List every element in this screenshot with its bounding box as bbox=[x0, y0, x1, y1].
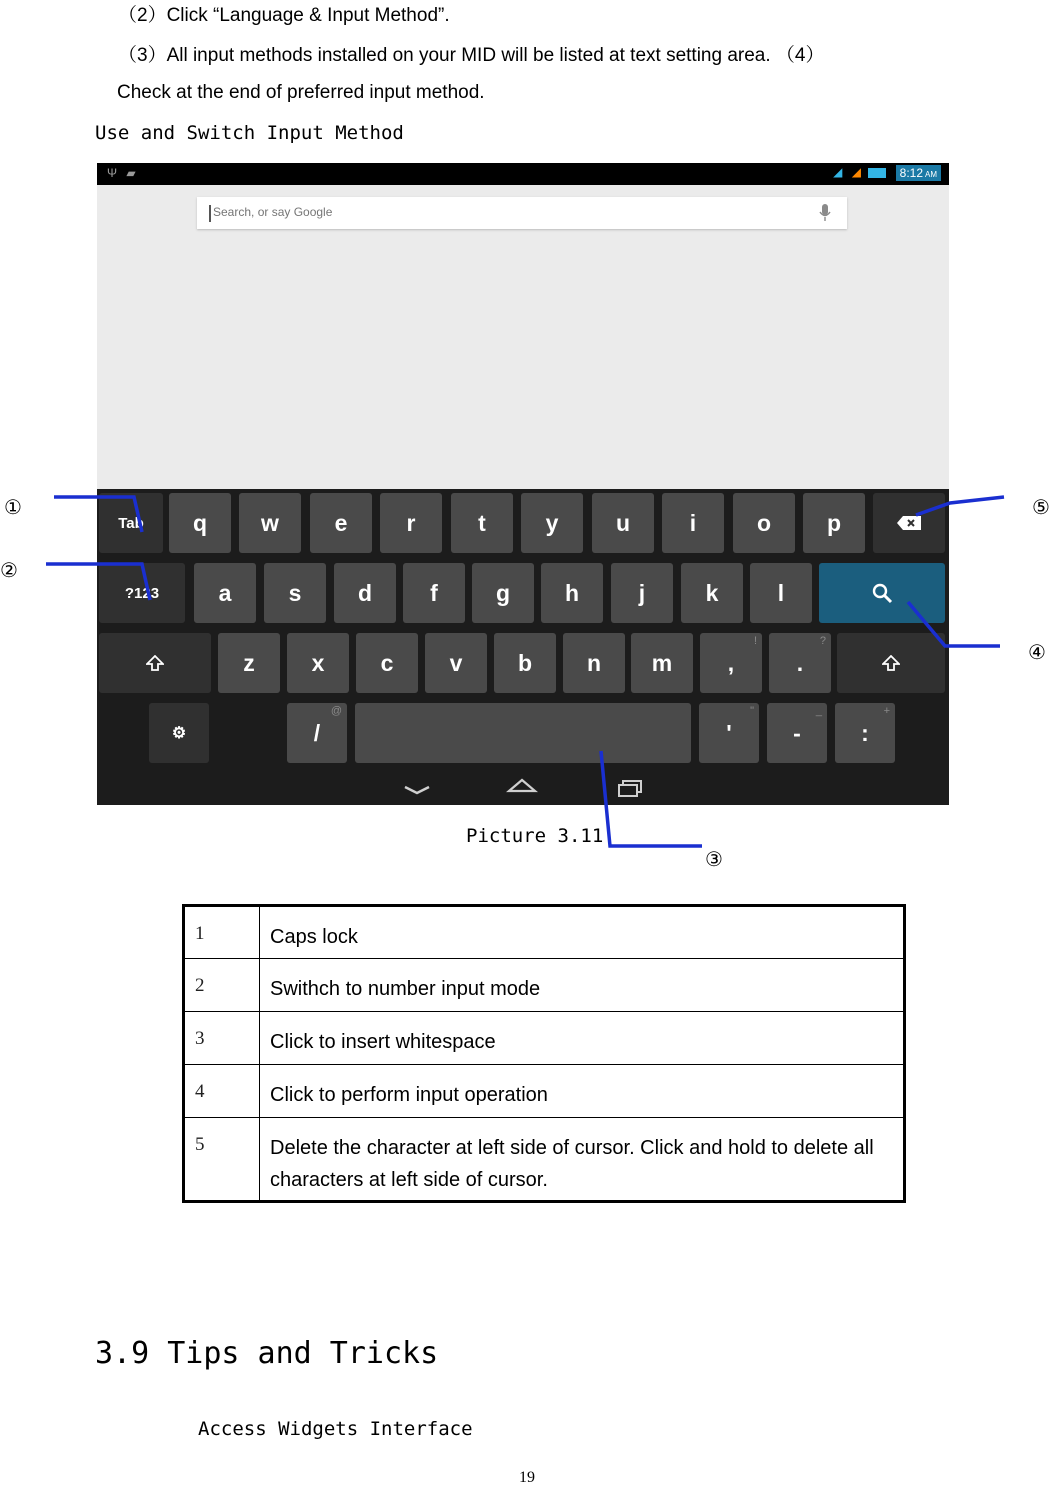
key-slash[interactable] bbox=[287, 703, 347, 763]
callout-1: ① bbox=[4, 495, 22, 519]
key-s[interactable]: s bbox=[264, 563, 326, 623]
table-row-description: Caps lock bbox=[260, 906, 905, 959]
key-shift-right[interactable] bbox=[837, 633, 945, 693]
key-delete[interactable] bbox=[873, 493, 945, 553]
microphone-icon[interactable] bbox=[819, 203, 831, 223]
table-row bbox=[184, 906, 905, 959]
key-colon-label: : bbox=[861, 719, 869, 746]
section-subheading: Access Widgets Interface bbox=[198, 1418, 473, 1440]
wifi-signal-icon: ◢ bbox=[833, 165, 843, 180]
shift-icon bbox=[146, 655, 164, 671]
backspace-icon bbox=[896, 515, 922, 531]
key-shift-left[interactable] bbox=[99, 633, 211, 693]
key-l[interactable]: l bbox=[750, 563, 812, 623]
tablet-screenshot bbox=[97, 163, 949, 805]
google-search-bar[interactable] bbox=[197, 197, 847, 229]
key-slash-label: / bbox=[313, 719, 321, 746]
table-row-number: 5 bbox=[184, 1118, 260, 1202]
navigation-bar bbox=[97, 767, 949, 805]
key-m[interactable]: m bbox=[631, 633, 693, 693]
notification-icons bbox=[107, 166, 136, 180]
key-c[interactable]: c bbox=[356, 633, 418, 693]
debug-icon: ▰ bbox=[126, 166, 136, 180]
key-y[interactable]: y bbox=[521, 493, 583, 553]
key-r[interactable]: r bbox=[380, 493, 442, 553]
key-h[interactable]: h bbox=[541, 563, 603, 623]
shift-icon bbox=[882, 655, 900, 671]
key-apostrophe[interactable] bbox=[699, 703, 759, 763]
key-apostrophe-label: ' bbox=[726, 719, 732, 746]
key-search[interactable] bbox=[819, 563, 945, 623]
key-o[interactable]: o bbox=[733, 493, 795, 553]
key-t[interactable]: t bbox=[451, 493, 513, 553]
key-x[interactable]: x bbox=[287, 633, 349, 693]
search-icon bbox=[871, 582, 893, 604]
page-number: 19 bbox=[519, 1469, 535, 1486]
table-row-description: Click to insert whitespace bbox=[260, 1012, 905, 1065]
key-p[interactable]: p bbox=[803, 493, 865, 553]
status-bar bbox=[97, 163, 949, 185]
table-row-number: 1 bbox=[184, 906, 260, 959]
key-tab[interactable]: Tab bbox=[99, 493, 163, 553]
key-comma-hint: ! bbox=[753, 635, 757, 647]
callout-4: ④ bbox=[1028, 640, 1046, 664]
section-heading: 3.9 Tips and Tricks bbox=[95, 1336, 439, 1371]
figure-caption: Picture 3.11 bbox=[466, 825, 604, 847]
home-icon bbox=[509, 780, 535, 791]
key-colon-hint: + bbox=[883, 705, 890, 717]
key-f[interactable]: f bbox=[403, 563, 465, 623]
battery-icon bbox=[868, 168, 886, 178]
step-4-text: Check at the end of preferred input method. bbox=[117, 82, 485, 103]
key-b[interactable]: b bbox=[494, 633, 556, 693]
key-settings[interactable] bbox=[149, 703, 209, 763]
key-dash-label: - bbox=[793, 719, 801, 746]
hide-keyboard-icon bbox=[405, 787, 429, 793]
callout-5: ⑤ bbox=[1032, 495, 1050, 519]
table-row-number: 4 bbox=[184, 1065, 260, 1118]
key-g[interactable]: g bbox=[472, 563, 534, 623]
table-row bbox=[184, 1118, 905, 1202]
key-apostrophe-hint: " bbox=[750, 705, 754, 717]
key-w[interactable]: w bbox=[239, 493, 301, 553]
section-label: Use and Switch Input Method bbox=[95, 122, 404, 144]
usb-icon: Ψ bbox=[107, 166, 118, 180]
key-comma[interactable] bbox=[700, 633, 762, 693]
key-colon[interactable] bbox=[835, 703, 895, 763]
table-row-number: 3 bbox=[184, 1012, 260, 1065]
step-2-text: （2）Click “Language & Input Method”. bbox=[118, 5, 450, 26]
key-a[interactable]: a bbox=[194, 563, 256, 623]
key-dash-hint: _ bbox=[815, 705, 822, 717]
cell-signal-icon: ◢ bbox=[851, 165, 861, 180]
key-period[interactable] bbox=[769, 633, 831, 693]
key-q[interactable]: q bbox=[169, 493, 231, 553]
table-row-number: 2 bbox=[184, 959, 260, 1012]
key-period-label: . bbox=[796, 649, 804, 676]
status-clock: 8:12 AM bbox=[896, 165, 941, 181]
key-number-mode[interactable]: ?123 bbox=[99, 563, 185, 623]
search-input[interactable] bbox=[213, 205, 773, 219]
key-i[interactable]: i bbox=[662, 493, 724, 553]
key-space[interactable] bbox=[355, 703, 691, 763]
table-row bbox=[184, 1065, 905, 1118]
key-period-hint: ? bbox=[819, 635, 826, 647]
settings-icon: ⚙ bbox=[171, 725, 187, 742]
key-v[interactable]: v bbox=[425, 633, 487, 693]
step-3-text: （3）All input methods installed on your MID will be listed at text setting area. （4） bbox=[118, 45, 825, 66]
key-u[interactable]: u bbox=[592, 493, 654, 553]
table-row bbox=[184, 1012, 905, 1065]
key-e[interactable]: e bbox=[310, 493, 372, 553]
key-comma-label: , bbox=[727, 649, 735, 676]
key-dash[interactable] bbox=[767, 703, 827, 763]
table-row-description: Delete the character at left side of cursor. Click and hold to delete all characters at left side of cursor. bbox=[260, 1118, 905, 1202]
key-n[interactable]: n bbox=[563, 633, 625, 693]
table-row-description: Swithch to number input mode bbox=[260, 959, 905, 1012]
key-slash-hint: @ bbox=[330, 705, 342, 717]
recent-apps-icon bbox=[619, 781, 641, 796]
key-j[interactable]: j bbox=[611, 563, 673, 623]
callout-3: ③ bbox=[705, 847, 723, 871]
text-cursor bbox=[209, 205, 211, 222]
status-indicators bbox=[833, 165, 941, 181]
key-reference-table bbox=[182, 904, 906, 1203]
key-z[interactable]: z bbox=[218, 633, 280, 693]
callout-2: ② bbox=[0, 558, 18, 582]
key-d[interactable]: d bbox=[334, 563, 396, 623]
table-row bbox=[184, 959, 905, 1012]
key-k[interactable]: k bbox=[681, 563, 743, 623]
on-screen-keyboard bbox=[97, 489, 949, 805]
table-row-description: Click to perform input operation bbox=[260, 1065, 905, 1118]
